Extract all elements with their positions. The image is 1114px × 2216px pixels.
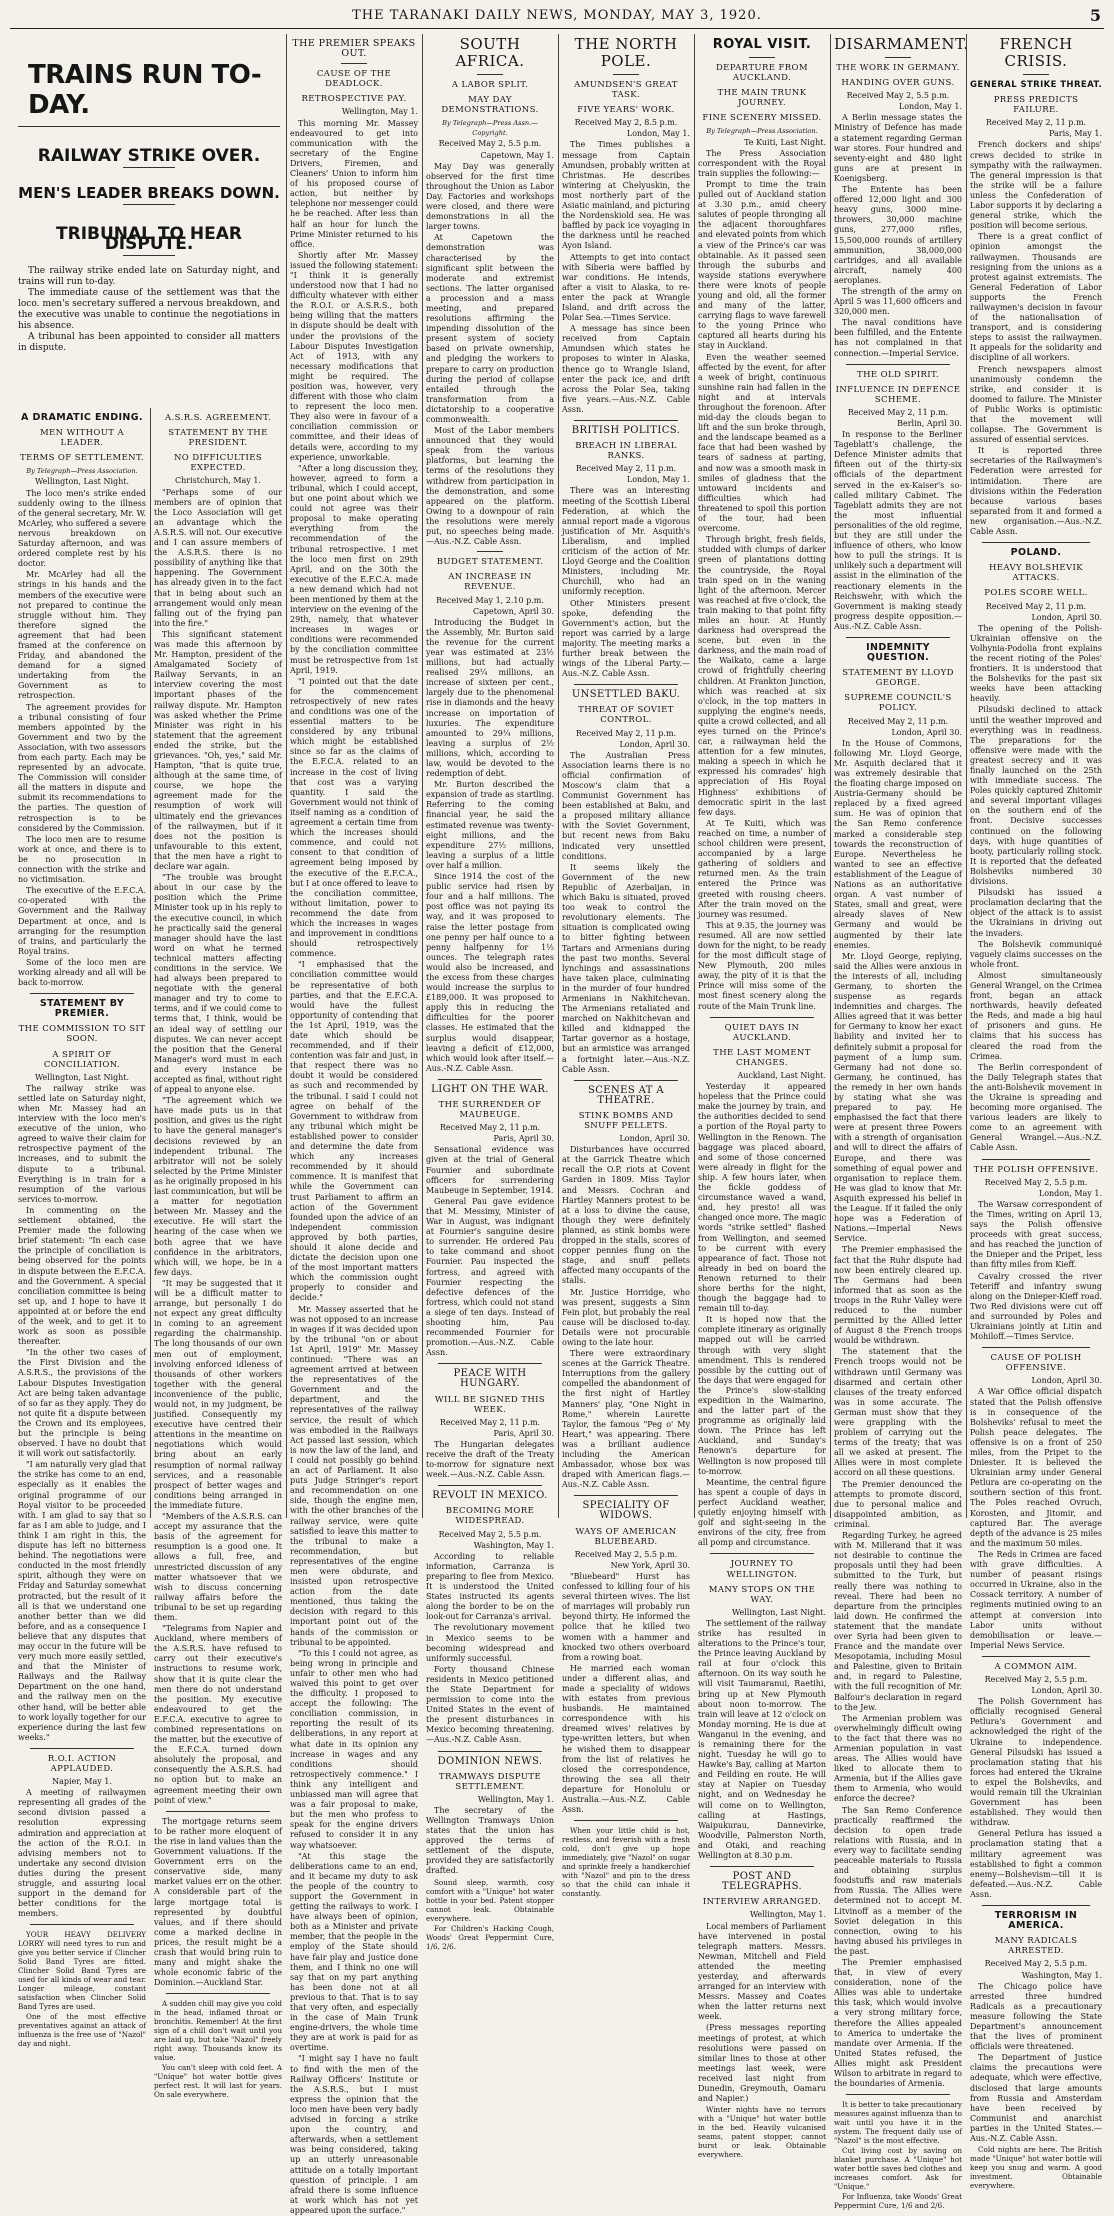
divider <box>710 1017 814 1018</box>
subheadline-strike-over: RAILWAY STRIKE OVER. <box>37 146 261 166</box>
received-line: Received May 2, 11 p.m. <box>847 716 949 726</box>
divider <box>30 1748 134 1749</box>
paragraph: Mr. Justice Horridge, who was present, suggests a Sinn Fein plot, but probably the real cause will be disclosed to-day. Details were not procurable owing to the late hour. <box>562 1287 690 1347</box>
section-subheading: STATEMENT BY LLOYD GEORGE. <box>842 668 954 689</box>
paragraph: The San Remo Conference practically reaffirmed the decision to open trade relations with Russia, and in every way to facilitate sending peaceable materials to Russia and obtaining surplus foodstuffs and raw materials from Russia. The Allies were determined not to accept M. Litvinoff as a member of the Soviet delegation in this connection, owing to his having abused his privileges in the past. <box>834 1805 962 1956</box>
section-subheading: A SPIRIT OF CONCILIATION. <box>43 1049 121 1070</box>
section-subheading: THE LAST MOMENT CHANGES. <box>713 1047 811 1068</box>
paragraph: The Hungarian delegates receive the draft of the Treaty to-morrow for signature next week.—Aus.-N.Z. Cable Assn. <box>426 1439 554 1480</box>
section-heading: QUIET DAYS IN AUCKLAND. <box>724 1022 800 1043</box>
paragraph: Through bright, fresh fields, studded with clumps of darker green of plantations dotting the countryside, the Royal train sped on in the waning light of the afternoon. Mercer was reached at five o'clock, the train making to that point fifty miles an hour. At Huntly darkness had overspread the scene, but even in the darkness, and the main road of the Waikato, came a large crowd of frightfully cheering children. At Frankton Junction, which was reached at six o'clock, in the top matters in supplying the engine's needs, quite a crowd collected, and all eyes turned on the Prince's car, a railwayman held the attention for a few minutes, making a speech in which he expressed his comrades' high appreciation of His Royal Highness' exhibitions of democratic spirit in the last few days. <box>698 535 826 817</box>
paragraph: Forty thousand Chinese residents in Mexico petitioned the State Department for permission to come into the United States in the event of the present disturbances in Mexico becoming threatening.—Aus.-N.Z. Cable Assn. <box>426 1664 554 1745</box>
section-heading: INDEMNITY QUESTION. <box>866 641 930 664</box>
dateline: Te Kuiti, Last Night. <box>744 137 826 147</box>
lead-paragraph: The immediate cause of the settlement was that the loco. men's secretary suffered a nervous breakdown, and the executive was unable to continue the negotiations in his absence. <box>18 288 280 332</box>
paragraph: Prompt to time the train pulled out of Auckland station at 3.30 p.m., amid cheery salutes of people thronging all the adjacent thoroughfares and elevated points from which a view of the Prince's car was obtainable. As it passed seen through the suburbs and wayside stations everywhere there were knots of people young and old, all the former and many of the latter, carrying flags to wave farewell to the young Prince who captured all hearts during his stay in Auckland. <box>698 179 826 351</box>
section-subheading: DEPARTURE FROM AUCKLAND. <box>715 63 809 84</box>
section-subheading: HEAVY BOLSHEVIK ATTACKS. <box>988 563 1084 584</box>
dateline: London, May 1. <box>1038 1188 1102 1198</box>
paragraph: The Entente has been offered 12,000 light and 300 heavy guns, 3000 mine-throwers, 30,000 machine guns, 277,000 rifles, 15,500,000 rounds of artillery ammunition, 38,000,000 cartridges, and all available aircraft, namely 400 aeroplanes. <box>834 185 962 285</box>
divider <box>710 1866 814 1867</box>
paragraph: A War Office official dispatch stated that the Polish offensive is in consequence of the Bolsheviks' refusal to meet the Polish peace delegates. The offensive is on a front of 250 miles, from the Pripet to the Dniester. It is believed the Ukrainian army under General Petlura are co-operating on the southern section of this front. The Poles reached Ovruch, Korosten, and Jitomir, and captured Bar. The average depth of the advance is 25 miles and the maximum 50 miles. <box>970 1387 1102 1548</box>
dateline: Napier, May 1. <box>52 1777 112 1787</box>
divider <box>846 2094 950 2095</box>
paragraph: This significant statement was made this afternoon by Mr. Hampton, president of the Amalgamated Society of Railway Servants, in an interview covering the most important phases of the railway dispute. Mr. Hampton was asked whether the Prime Minister was right in his statement that the agreement ended the strike, but the grievances. "Oh, yes," said Mr. Hampton, "that is quite true, although at the same time, of course, we hope the agreement made for the resumption of work will ultimately end the grievances of the railwaymen, but if it does not the position is unfavourable to this extent, that the men have a right to declare war again. <box>154 629 282 872</box>
paragraph: "To this I could not agree, as being wrong in principle and unfair to other men who had waived this point to get over the difficulty. I proposed to accept the following: The conciliation commission, in reporting the result of its deliberations, in any report at what date in its opinion any increase in wages and any conditions should retrospectively commence." I think any intelligent and unbiassed man will agree that was a fair proposal to make, but the men who profess to speak for the engine drivers refused to consider it in any way whatsoever. <box>290 1648 418 1850</box>
paragraph: General Pau gave evidence that M. Messimy, Minister of War in August, was indignant at Fournier's sanguine desire to surrender. He ordered Pau to take command and shoot Fournier. Pau inspected the fortress, and agreed with Fournier respecting the defective defences of the fortress, which could not stand a siege of ten days. Instead of shooting him, Pau recommended Fournier for promotion.—Aus.-N.Z. Cable Assn. <box>426 1196 554 1358</box>
divider <box>123 255 175 256</box>
advertisement: One of the most effective preventatives against an attack of influenza is the free use of "Nazol" day and night. <box>18 2012 146 2049</box>
section-subheading: WAYS OF AMERICAN BLUEBEARD. <box>575 1526 677 1547</box>
paragraph: The settlement of the railway strike has resulted in alterations to the Prince's tour, the Prince leaving Auckland by rail at four o'clock this afternoon. On its way south he will visit Taumaranui, Raetihi, bring up at New Plymouth about noon to-morrow. The train will leave at 12 o'clock on Monday morning. He is due at Wanganui in the evening, and is remaining there for the night. Tuesday he will go to Hawke's Bay, calling at Marton and Feilding en route. He will stay at Napier on Tuesday night, and on Wednesday he will come on to Wellington, calling at Hastings, Waipukurau, Dannevirke, Woodville, Palmerston North, and Otaki, and reaching Wellington at 8.30 p.m. <box>698 1618 826 1861</box>
dateline: Auckland, Last Night. <box>737 1071 826 1080</box>
lead-paragraph: The railway strike ended late on Saturday night, and trains will run to-day. <box>18 266 280 288</box>
divider <box>166 1811 270 1812</box>
divider <box>982 542 1090 543</box>
section-subheading: MAY DAY DEMONSTRATIONS. <box>441 95 539 116</box>
headline: TRAINS RUN TO-DAY. <box>28 60 262 120</box>
column-rule <box>966 34 967 1518</box>
paragraph: Almost simultaneously General Wrangel, on the Crimea front, began an attack northwards, heavily defeated the Reds, and made a big haul of prisoners and guns. He claims that his success has cleared the road from the Crimea. <box>970 970 1102 1061</box>
received-line: Received May 2, 5.5 p.m. <box>846 91 950 101</box>
section-subheading: THREAT OF SOVIET CONTROL. <box>578 705 674 726</box>
divider <box>982 1905 1090 1906</box>
section-heading: JOURNEY TO WELLINGTON. <box>726 1559 798 1580</box>
paragraph: Introducing the Budget in the Assembly, Mr. Burton said the revenue for the current year was estimated at 23½ millions, but had actually realised 29¼ millions, an increase of sixteen per cent., largely due to the phenomenal rise in diamonds and the heavy increase on importation of luxuries. The expenditure amounted to 29¼ millions, leaving a surplus of 2½ millions, which, according to law, would be devoted to the redemption of debt. <box>426 617 554 779</box>
received-line: Received May 2, 5.5 p.m. <box>984 1674 1088 1684</box>
paragraph: The loco men are to resume work at once, and there is to be no prosecution in connection with the strike and no victimisation. <box>18 834 146 885</box>
paragraph: "I am naturally very glad that the strike has come to an end, especially as it enables the original programme of our Royal visitor to be proceeded with. I am glad to say that so far as I am able to judge, and I think I am right in this, the dispute has left no bitterness behind. The negotiations were conducted in the most friendly spirit, although they were on Friday and Saturday somewhat protracted, but the result of it all is that we understand one another better than we did before, and as a consequence I believe that any disputes that may occur in the future will be very much more easily settled, and that the Minister of Railways and the Railway Department on the one hand, and the railway men on the other hand, will be better able to work loyally together for our experience during the last few weeks." <box>18 1460 146 1742</box>
dateline: Wellington, Last Night. <box>731 1607 826 1617</box>
divider <box>438 1485 542 1486</box>
column-7 <box>834 34 969 2211</box>
received-line: Received May 1, 2.10 p.m. <box>436 595 544 605</box>
dateline: London, April 30. <box>1031 1376 1102 1386</box>
dateline: London, May 1. <box>626 475 690 485</box>
paragraph: The Chicago police have arrested three hundred Radicals as a precautionary measure following the State Department's announcement that the lives of prominent officials were threatened. <box>970 1981 1102 2052</box>
paragraph: "I might say I have no fault to find with the men of the Railway Officers' Institute or the A.S.R.S., but I must express the opinion that the loco men have been very badly advised in forcing a strike upon the country, and afterwards, when a settlement was being considered, taking up an utterly unreasonable attitude on a totally important question of principle. I am afraid there is some influence at work which has not yet appeared upon the surface." <box>290 2054 418 2215</box>
paragraph: Yesterday it appeared hopeless that the Prince could make the journey by train, and the authorities decided to send a portion of the Royal party to Wellington in the Renown. The baggage was placed aboard, and some of those concerned were already in flight for the ship. A few hours later, when the fickle goddess of circumstance waved a wand, and, hey presto! all was changed once more. The magic words "strike settled" flashed from Wellington, and seemed to be current with every appearance of fact. Those not already in bed on board the Renown returned to their shore berths for the night, though the baggage had to remain till to-day. <box>698 1082 826 1314</box>
received-line: Received May 2, 5.5 p.m. <box>984 1959 1088 1969</box>
column-rule <box>830 34 831 1518</box>
divider <box>846 637 950 638</box>
section-subheading: MANY STOPS ON THE WAY. <box>708 1584 816 1605</box>
paragraph: The Berlin correspondent of the Daily Telegraph states that the anti-Bolshevik movement in the Ukraine is spreading and becoming more organised. The various leaders are likely to come to an agreement with General Wrangel.—Aus.-N.Z. Cable Assn. <box>970 1062 1102 1153</box>
paragraph: The opening of the Polish-Ukrainian offensive on the Volhynia-Podolia front explains the recent rioting of the Poles' frontiers. It is understood that the Bolsheviks for the past six weeks have been attacking heavily. <box>970 623 1102 704</box>
paragraph: Since 1914 the cost of the public service had risen by four and a half millions. The post office was not paying its way, and it was proposed to raise the letter postage from one penny per half ounce to a penny halfpenny for 1½ ounces. The telegraph rates would also be increased, and the excess from these charges would increase the surplus to £189,000. It was proposed to apply this in reducing the difficulties for the poorer classes. He estimated that the surplus would disappear, leaving a deficit of £12,000, which would look after itself.—Aus.-N.Z. Cable Assn. <box>426 872 554 1073</box>
masthead-title: THE TARANAKI DAILY NEWS, MONDAY, MAY 3, 1920. <box>352 8 762 23</box>
paragraph: Even the weather seemed affected by the event, for after a week of bright, continuous sunshine rain had fallen in the night and at intervals throughout the forenoon. After mid-day the clouds began to lift and the sun broke through, and the landscape beamed as a face that had been washed by tears of sadness at parting, and now was a smooth mask in smiles of gladness that the untoward incidents and difficulties which had threatened to spoil this portion of the tour, had been overcome. <box>698 352 826 534</box>
dateline: London, April 30. <box>619 739 690 749</box>
section-heading: PEACE WITH HUNGARY. <box>453 1368 527 1390</box>
advertisement: Sound sleep, warmth, cosy comfort with a "Unique" hot water bottle in your bed. Patent stopper cannot leak. Obtainable everywhere. <box>426 1877 554 1923</box>
received-line: Received May 2, 11 p.m. <box>847 407 949 417</box>
paragraph: "Perhaps some of our members are of opinion that the Loco Association will get an advantage which the A.S.R.S. will not. Our executive and I can assure members of the A.S.R.S. there is no possibility of anything like that happening. The Government has already given in to the fact that in being about such an arrangement would only mean falling out of the frying pan into the fire." <box>154 487 282 628</box>
dateline: London, April 30. <box>1031 612 1102 622</box>
dateline: Wellington, Last Night. <box>34 477 130 487</box>
paragraph: French dockers and ships' crews decided to strike in sympathy with the railwaymen. The general impression is that the strike will be a failure unless the Confederation of Labor supports it by declaring a general strike, which the position will become serious. <box>970 140 1102 231</box>
advertisement: For Children's Hacking Cough, Woods' Great Peppermint Cure, 1/6, 2/6. <box>426 1923 554 1951</box>
column-rule <box>558 34 559 1518</box>
paragraph: Other Ministers present spoke, defending the Government's action, but the report was carried by a large majority. The meeting marks a further break between the wings of the Liberal Party.—Aus.-N.Z. Cable Assn. <box>562 598 690 679</box>
section-heading: SCENES AT A THEATRE. <box>587 1084 665 1106</box>
section-heading: POLAND. <box>1010 547 1062 559</box>
paragraph: According to reliable information, Carranza is preparing to flee from Mexico. It is understood the United States instructed its agents along the border to be on the look-out for Carranza's arrival. <box>426 1551 554 1622</box>
byline: By Telegraph—Press Association. <box>26 467 138 476</box>
advertisement: You can't sleep with cold feet. A "Unique" hot water bottle gives perfect rest. It will last for years. On sale everywhere. <box>154 2063 282 2100</box>
section-heading: CAUSE OF POLISH OFFENSIVE. <box>990 1353 1082 1374</box>
received-line: Received May 2, 11 p.m. <box>575 464 677 474</box>
paragraph: Regarding Turkey, he agreed with M. Millerand that it was not desirable to continue the proposals until they had been submitted to the Turk, but really there was nothing to reveal. There had been no departure from the principles laid down. He confirmed the statement that the mandate over Syria had been given to France and the mandate over Mesopotamia, including Mosul and Palestine, given to Britain and, in regard to Palestine, with the full recognition of Mr. Balfour's declaration in regard to the Jew. <box>834 1531 962 1712</box>
column-6 <box>698 34 826 2160</box>
section-subheading: INTERVIEW ARRANGED. <box>702 1897 822 1908</box>
paragraph: At Capetown the demonstration was characterised by the significant split between the moderate and extremist sections. The latter organised a procession and a mass meeting, and prepared resolutions affirming the impending dissolution of the present system of society based on private ownership, and pledging the workers to prepare to carry on production during the period of collapse entailed through the transformation from a dictatorship to a cooperative commonwealth. <box>426 233 554 424</box>
section-heading: STATEMENT BY PREMIER. <box>39 998 125 1020</box>
paragraph: "The trouble was brought about in our case by the position which the Prime Minister took up in his reply to the executive council, in which he practically said the general manager should have the last word on what he termed technical matters affecting conditions in the service. We had always been prepared to negotiate with the general manager and try to come to terms, and if we could come to terms that, I think, would be an ideal way of settling our disputes. We can never accept the position that the General Manager's word must in each and every instance be accepted as final, without right of appeal to anyone else. <box>154 873 282 1095</box>
paragraph: The Polish Government has officially recognised General Petlura's Government and acknowledged the right of the Ukraine to independence. General Pilsudski has issued a proclamation stating that his forces had entered the Ukraine to expel the Bolsheviks, and would remain till the Ukrainian Government has been established. They would then withdraw. <box>970 1697 1102 1828</box>
dateline: Paris, May 1. <box>1048 129 1102 139</box>
dateline: London, April 30. <box>619 1134 690 1144</box>
dateline: Wellington, Last Night. <box>34 1072 130 1082</box>
section-subheading: THE SURRENDER OF MAUBEUGE. <box>438 1100 542 1121</box>
paragraph: The naval conditions have been fulfilled, and the Entente has not complained in that connection.—Imperial Service. <box>834 318 962 358</box>
divider <box>438 1363 542 1364</box>
divider <box>18 126 280 127</box>
section-subheading: POLES SCORE WELL. <box>984 588 1088 599</box>
paragraph: Most of the Labor members announced that they would speak from the various platforms, but learning the terms of the resolutions they withdrew from participation in the demonstration, and some appeared on the platform. Owing to a downpour of rain the resolutions were merely put, no speeches being made.—Aus.-N.Z. Cable Assn. <box>426 426 554 547</box>
column-2 <box>154 408 282 2100</box>
section-subheading: AMUNDSEN'S GREAT TASK. <box>574 80 678 101</box>
subheadline-leader: MEN'S LEADER BREAKS DOWN. <box>18 184 280 203</box>
received-line: Received May 2, 11 p.m. <box>439 1123 541 1133</box>
section-subheading: FINE SCENERY MISSED. <box>702 113 822 124</box>
paragraph: "In the other two cases of the First Division and the A.S.R.S., the provisions of the Labour Disputes Investigation Act are being taken advantage of so far as they apply. They do not quite fit a dispute between the Crown and its employees, but the principle is being observed. I have no doubt that it will work out satisfactorily. <box>18 1348 146 1459</box>
section-subheading: CAUSE OF THE DEADLOCK. <box>316 69 392 90</box>
paragraph: Sensational evidence was given at the trial of General Fournier and subordinate officers for surrendering Maubeuge in September, 1914. <box>426 1145 554 1195</box>
divider <box>982 1347 1090 1348</box>
paragraph: A Berlin message states the Ministry of Defence has made a statement regarding German war stores. Four hundred and seventy-eight and 480 light guns are at present in Koenigsberg. <box>834 113 962 183</box>
divider <box>166 1993 270 1994</box>
divider <box>982 1159 1090 1160</box>
paragraph: "At this stage the deliberations came to an end, and it became my duty to ask the people of the country to support the Government in getting the railways to work. I have always been of opinion, both as a Minister and private member, that the people in the employ of the State should have fair play and justice done them, and I think no one will say that on my part anything has been done not at all previous to that. That is to say that very often, and especially in the case of Main Trunk engine-drivers, the whole time they are at work is paid for as overtime. <box>290 1851 418 2053</box>
received-line: Received May 2, 5.5 p.m. <box>438 1529 542 1539</box>
section-subheading: STINK BOMBS AND SNUFF PELLETS. <box>578 1110 674 1131</box>
lead-story <box>18 34 280 406</box>
dateline: London, April 30. <box>1031 1686 1102 1696</box>
section-subheading: TRAMWAYS DISPUTE SETTLEMENT. <box>438 1771 542 1792</box>
paragraph: The mortgage returns seem to be rather more eloquent of the rise in land values than the Government valuations. If the Government errs on the conservative side, many market values err on the other. A considerable part of the large mortgage total is represented by doubtful values, and if there should come a marked decline in prices, the result might be a crash that would bring ruin to many and might shake the whole economic fabric of the Dominion.—Auckland Star. <box>154 1816 282 1988</box>
divider <box>123 167 175 168</box>
divider <box>982 1656 1090 1657</box>
section-heading: UNSETTLED BAKU. <box>571 689 681 701</box>
lead-summary <box>18 266 280 354</box>
paragraph: He married each woman under a different alias, and made a speciality of widows with estates from previous husbands. He maintained correspondence with his dreamed wives' relatives by type-written letters, but when he wished them to disappear from the list of relatives he closed the correspondence, throwing the sea all their departure for Honolulu or Australia.—Aus.-N.Z. Cable Assn. <box>562 1663 690 1815</box>
received-line: Received May 2, 11 p.m. <box>985 118 1087 128</box>
divider <box>846 364 950 365</box>
section-heading: A COMMON AIM. <box>994 1661 1078 1672</box>
paragraph: "The agreement which we have made puts us in that position, and gives us the right to have the general manager's decisions reviewed by an independent tribunal. The arbitrator will not be solely selected by the Prime Minister as he originally proposed in his last communication, but will be a matter for negotiation between Mr. Massey and the executive. He will start the hearing of the case when we both agree that we have confidence in the arbitrators, which will, we hope, be in a few days. <box>154 1096 282 1277</box>
section-heading: DISARMAMENT. <box>834 35 969 53</box>
page-number: 5 <box>1089 6 1102 25</box>
dateline: Capetown, April 30. <box>473 606 554 616</box>
advertisement: YOUR HEAVY DELIVERY LORRY will need tyres to run and give you better service if Clincher Solid Band Tyres are fitted. Clincher Solid Band Tyres are used for all kinds of wear and tear. Longer mileage, constant satisfaction when Clincher Solid Band Tyres are used. <box>18 1930 146 2012</box>
dateline: Capetown, May 1. <box>480 150 554 160</box>
section-heading: REVOLT IN MEXICO. <box>432 1490 548 1502</box>
dateline: Washington, May 1. <box>473 1540 554 1550</box>
section-heading: THE POLISH OFFENSIVE. <box>973 1164 1099 1175</box>
paragraph: Local members of Parliament have intervened in postal telegraph matters. Messrs. Newman, Mitchell and Field attended the meeting yesterday, and afterwards arranged for an interview with Messrs. Massey and Coates when the latter returns next week. <box>698 1921 826 2022</box>
dateline: London, May 1. <box>898 102 962 112</box>
paragraph: In the House of Commons, following Mr. Lloyd George, Mr. Asquith declared that it was extremely desirable that the floating charge imposed on Austria-Germany should be replaced by a fixed agreed sum. He was of opinion that the San Remo conference marked a considerable step towards the reconstruction of Europe. Nevertheless he wanted to see an effective establishment of the League of Nations as an authoritative organ. A vast number of States, small and great, were already slaves of New Germany and would be augmented by their late enemies. <box>834 738 962 950</box>
received-line: Received May 2, 11 p.m. <box>439 1417 541 1427</box>
section-subheading: NO DIFFICULTIES EXPECTED. <box>173 453 263 474</box>
column-3 <box>290 34 418 2215</box>
received-line: Received May 2, 8.5 p.m. <box>574 118 678 128</box>
divider <box>885 57 911 58</box>
column-4 <box>426 34 554 1951</box>
paragraph: There were extraordinary scenes at the Garrick Theatre. Interruptions from the gallery compelled the abandonment of the first night of Hartley Manners' play, "One Night in Rome," wherein Laurette Taylor, the famous "Peg o' My Heart," was appearing. There was a brilliant audience including the American Ambassador, whose box was draped with American flags.—Aus.-N.Z. Cable Assn. <box>562 1349 690 1490</box>
dateline: Christchurch, May 1. <box>175 476 261 486</box>
section-subheading: A LABOR SPLIT. <box>451 80 529 90</box>
paragraph: The loco men's strike ended suddenly owing to the illness of the general secretary, Mr. W. McArley, who suffered a severe nervous breakdown on Saturday afternoon, and was ordered complete rest by his doctor. <box>18 488 146 569</box>
section-subheading: WILL BE SIGNED THIS WEEK. <box>434 1394 546 1415</box>
divider <box>123 204 175 205</box>
section-subheading: THE WORK IN GERMANY. <box>836 63 960 73</box>
paragraph: The executive of the E.F.C.A. co-operated with the Government and the Railway Department at once, and is arranging for the resumption of trains, and particularly the Royal trains. <box>18 886 146 956</box>
divider <box>574 1820 678 1821</box>
divider <box>438 1751 542 1752</box>
paragraph: The Reds in Crimea are faced with grave difficulties. A number of peasant risings occurred in Ukraine, also in the Cossack territory. A number of regiments mutinied owing to an attempt at conversion into Labor units without demobilisation or leave.—Imperial News Service. <box>970 1549 1102 1650</box>
section-heading: SOUTH AFRICA. <box>455 35 525 70</box>
dateline: London, May 1. <box>626 129 690 139</box>
section-subheading: RETROSPECTIVE PAY. <box>301 94 407 105</box>
paragraph: The Premier emphasised that, in view of every consideration, none of the Allies was able to undertake this task, which would involve a very strong military force, therefore the Allies appealed to America to undertake the mandate over Armenia. If the United States refused, the Allies might ask President Wilson to arbitrate in regard to the boundaries of Armenia. <box>834 1957 962 2089</box>
paragraph: In commenting on the settlement obtained, the Premier made the following brief statement: "In each case the principle of conciliation is being observed for the points in dispute between the E.F.C.A. and the Government. A special conciliation committee is being set up, and I hope to have it appointed at or before the end of the week, and to get it to work as soon as possible thereafter. <box>18 1205 146 1347</box>
section-subheading: FIVE YEARS' WORK. <box>577 105 675 116</box>
dateline: London, April 30. <box>891 727 962 737</box>
paragraph: "I emphasised that the conciliation committee would be representative of both parties, and that the E.F.C.A. would have the fullest opportunity of contending that the 1st April, 1919, was the date which should be recommended, and if their contention was fair and just, in that respect there was no doubt it would be considered as such and recommended by the tribunal. I said I could not agree on behalf of the Government to withdraw from any tribunal which might be established power to consider and determine the date from which any increases recommended by it should commence. It is manifest that while the Government can trust Parliament to affirm an action of the Government founded upon the advice of an independent commission approved by both parties, should it alone decide and dictate the decision upon one of the most important matters which the commission ought properly to consider and decide." <box>290 960 418 1303</box>
paragraph: Pilsudski declined to attack until the weather improved and everything was in readiness. The preparations for the offensive were made with the greatest secrecy and it was finally launched on the 25th with immediate success. The Poles quickly captured Zhitomir and several important villages on the southern end of the front. Decisive successes continued on the following days, with huge quantities of booty, particularly rolling stock. It is reported that the defeated Bolsheviks numbered 30 divisions. <box>970 705 1102 887</box>
received-line: Received May 2, 5.5 p.m. <box>438 139 542 149</box>
paragraph: "Members of the A.S.R.S. can accept my assurance that the basis of the agreement for resumption is a good one. It allows a full, free, and unrestricted discussion of any matter whatsoever that we wish to discuss concerning railway affairs before the tribunal to be set up regarding them. <box>154 1512 282 1622</box>
section-subheading: TERMS OF SETTLEMENT. <box>20 453 144 464</box>
paragraph: Mr. Lloyd George, replying, said the Allies were anxious in the interests of all, including Germany, to shorten the suspense as regards indemnities and charges. The Allies agreed that it was better for Germany to know her exact liability and invited her to definitely submit a proposal for payment of a lump sum. Germany had not done so. Germany, he continued, has the remedy in her own hands by stating what she was prepared to pay. He emphasised the fact that there were at present three Powers with a strength of organisation and will to direct the affairs of Europe, and there was something of equal power and organisation to replace them. He was glad to know that Mr. Asquith expressed his belief in the League. If it failed the only hope was a Federation of Nations.—Imperial News Service. <box>834 951 962 1244</box>
section-subheading: INFLUENCE IN DEFENCE SCHEME. <box>835 384 961 405</box>
divider <box>30 993 134 994</box>
section-subheading: THE MAIN TRUNK JOURNEY. <box>717 88 807 109</box>
paragraph: This at 9.35, the journey was resumed. All are now settled down for the night, to be ready for the most difficult stage of New Plymouth, 200 miles away, the pity of it is that the Prince will miss some of the most finest scenery along the route of the Main Trunk line. <box>698 920 826 1011</box>
paragraph: Attempts to get into contact with Siberia were baffled by war conditions. He intends, after a visit to Alaska, to re-enter the pack at Wrangle Island, and drift across the Polar Sea.—Times Service. <box>562 252 690 323</box>
paragraph: The statement that the French troops would not be withdrawn until Germany was disarmed and certain other clauses of the treaty enforced was in some accurate. The German must show that they were grappling with the problem of carrying out the terms of the treaty; that was all we asked at present. The Allies were in most complete accord on all these questions. <box>834 1347 962 1478</box>
section-heading: ROYAL VISIT. <box>712 37 812 52</box>
paragraph: It is reported three secretaries of the Railwaymen's Federation were arrested for intimidation. There are divisions within the Federation because various bases separated from it and formed a new organisation.—Aus.-N.Z. Cable Assn. <box>970 446 1102 537</box>
advertisement: For Influenza, take Woods' Great Peppermint Cure, 1/6 and 2/6. <box>834 2192 962 2211</box>
paragraph: (Press messages reporting meetings of protest, at which resolutions were passed on similar lines to those at other meetings last week, were received last night from Dunedin, Greymouth, Oamaru and Napier.) <box>698 2023 826 2104</box>
paragraph: Mr. McArley had all the strings in his hands and the members of the executive were not prepared to continue the struggle without him. They therefore signed the agreement that had been framed at the conference on Friday, and abandoned the demand for a signed undertaking from the Government as to retrospection. <box>18 570 146 701</box>
column-rule <box>286 34 287 1518</box>
paragraph: A message has since been received from Captain Amundsen which states he proposes to winter in Alaska, thence go to Wrangle Island, enter the pack ice, and drift across the Polar Sea, taking five years.—Aus.-N.Z. Cable Assn. <box>562 324 690 414</box>
section-subheading: GENERAL STRIKE THREAT. <box>970 80 1102 90</box>
paragraph: General Petlura has issued a proclamation stating that a military agreement was established to fight a common enemy—Bolshevism—till it is defeated.—Aus.-N.Z. Cable Assn. <box>970 1829 1102 1899</box>
paragraph: The agreement provides for a tribunal consisting of four members appointed by the Government and two by the Association, with two assessors from each party. Each may be represented by an advocate. The Commission will consider all the matters in dispute and submit its recommendations to the parties. The question of retrospection is to be considered by the Commission. <box>18 702 146 833</box>
column-rule <box>150 408 151 1518</box>
divider <box>710 1553 814 1554</box>
section-subheading: BECOMING MORE WIDESPREAD. <box>445 1506 535 1527</box>
dateline: Washington, May 1. <box>1021 1970 1102 1980</box>
paragraph: The Department of Justice claims the precautions were adequate, which were effective, disclosed that large amounts from Russia and Amsterdam have been received by Communist and anarchist parties in the United States.—Aus.-N.Z. Cable Assn. <box>970 2053 1102 2143</box>
paragraph: Disturbances have occurred at the Garrick Theatre which recall the O.P. riots at Covent Garden in 1809. Miss Taylor and Messrs. Cochran and Hartley Manners protest to be at a loss to divine the cause, though they were definitely planned, as stink bombs were dropped in the stalls, scores of copper pennies flung on the stage, and snuff pellets affected many occupants of the stalls. <box>562 1145 690 1286</box>
paragraph: May Day was generally observed for the first time throughout the Union as Labor Day. Factories and workshops were closed, and there were demonstrations in all the larger towns. <box>426 161 554 232</box>
divider <box>749 57 775 58</box>
paragraph: The revolutionary movement in Mexico seems to be becoming widespread and uniformly successful. <box>426 1623 554 1663</box>
paragraph: Pilsudski has issued a proclamation declaring that the object of the attack is to assist the Ukrainians in driving out the invaders. <box>970 888 1102 938</box>
paragraph: The Australian Press Association learns there is no official confirmation of Moscow's claim that a Communist Government has been established at Baku, and a proposed military alliance with the Soviet Government, but recent news from Baku indicated very unsettled conditions. <box>562 750 690 861</box>
divider <box>438 1079 542 1080</box>
paragraph: "Bluebeard" Hurst has confessed to killing four of his several thirteen wives. The list of marriages will probably run beyond thirty. He informed the police that he killed two women with a hammer and knocked two others overboard from a rowing boat. <box>562 1571 690 1662</box>
paragraph: "I pointed out that the date for the commencement retrospectively of new rates and conditions was one of the essential matters to be considered by any tribunal which might be established since so far as the claims of the E.F.C.A. related to an increase in the cost of living that cost was a varying quantity. I said the Government would not think of itself naming as a condition of agreement a certain time from which the increases should commence, and could not consent to that condition of agreement being imposed by the executive of the E.F.C.A., but I at once offered to leave to the conciliation committee, without limitation, power to recommend the date from which the increases in wages and improvement in conditions should retrospectively commence. <box>290 676 418 959</box>
section-subheading: SUPREME COUNCIL'S POLICY. <box>844 693 952 714</box>
byline: By Telegraph—Press Association. <box>706 127 818 136</box>
section-subheading: HANDING OVER GUNS. <box>841 78 955 89</box>
paragraph: Meantime, the central figure has spent a couple of days in perfect Auckland weather, quietly enjoying himself with golf and sight-seeing in the environs of the city, free from all pomp and circumstance. <box>698 1477 826 1548</box>
paragraph: "After a long discussion they, however, agreed to form a tribunal, which I could accept, but one point about which we could not agree was their proposal to make operating everything from the recommendation of the tribunal retrospective. I met the loco men first on 29th April, and on the 30th the executive of the E.F.C.A. made a new demand which had not been mentioned by them at the interview on the evening of the 29th, namely, that whatever increases in wages or conditions were recommended by the conciliation committee must be retrospective from 1st April, 1919. <box>290 463 418 675</box>
paragraph: The Warsaw correspondent of the Times, writing on April 13, says the Polish offensive proceeds with great success, and has reached the junction of the Dnieper and the Pripet, less than fifty miles from Kieff. <box>970 1199 1102 1270</box>
received-line: Received May 2, 5.5 p.m. <box>984 1177 1088 1187</box>
section-heading: THE NORTH POLE. <box>574 35 678 70</box>
section-heading: POST AND TELEGRAPHS. <box>721 1871 803 1893</box>
section-heading: SPECIALITY OF WIDOWS. <box>582 1500 670 1522</box>
divider <box>574 1080 678 1081</box>
paragraph: Shortly after Mr. Massey issued the following statement: "I think it is generally understood now that I had no difficulty whatever with either the R.O.I. or A.S.R.S., both being willing that the matters in dispute should be dealt with under the provisions of the Labour Disputes Investigation Act of 1913, with any necessary modifications that might be required. The position was, however, very different with those who claim to represent the loco men. They also were in favour of a conciliation commission or committee, and their ideas of details were, according to my experience, unworkable. <box>290 250 418 462</box>
paragraph: "It may be suggested that it will be a difficult matter to arrange, but personally I do not expect any great difficulty in coming to an agreement regarding the chairmanship. The long thousands of our own men out of employment, involving enforced idleness of thousands of other workers together with the general inconvenience of the public, would not, in my judgment, be justified. Consequently my executive have centred their attentions in the meantime on negotiations which would bring about an early resumption of normal railway services, and a reasonable prospect of better wages and conditions being arranged in the immediate future. <box>154 1278 282 1510</box>
dateline: New York, April 30. <box>610 1560 690 1570</box>
section-heading: FRENCH CRISIS. <box>999 35 1073 70</box>
paragraph: "Telegrams from Napier and Auckland, where members of the A.S.R.S. have refused to carry out their executive's instructions to resume work, show that it is quite clear the men there do not understand the position. My executive endeavoured to get the E.F.C.A. executive to agree to combined representations on the matter, but the executive of the E.F.C.A. turned down absolutely the proposal, and consequently the A.S.R.S. had no option but to make an agreement meeting their own point of view." <box>154 1624 282 1805</box>
section-heading: DOMINION NEWS. <box>437 1755 543 1767</box>
paragraph: It seems likely the Government of the new Republic of Azerbaijan, in which Baku is situated, proved too weak to control the revolutionary elements. The situation is complicated owing to bitter fighting between Tartars and Armenians during the past two months. Several lynchings and assassinations have taken place, culminating in the murder of four hundred Armenians in Nakhitchevan. The Armenians retaliated and marched on Nakhitchevan and killed and kidnapped the Tartar governor as a hostage, but an armistice was arranged a fortnight later.—Aus.-N.Z. Cable Assn. <box>562 862 690 1074</box>
paragraph: This morning Mr. Massey endeavoured to get into communication with the secretary of the Engine Drivers, Firemen, and Cleaners' Union to inform him of his proposed course of action, but neither by telephone nor messenger could he be reached. After less than half an hour for lunch the Prime Minister returned to his office. <box>290 118 418 249</box>
paragraph: The Times publishes a message from Captain Amundsen, probably written at Christmas. He describes wintering at Chelyuskin, the most northerly part of the Asiatic mainland, and picturing the Nordenskiold sea. He was baffled by pack ice voyaging in the darkness until he reached Ayon Island. <box>562 140 690 251</box>
section-subheading: PRESS PREDICTS FAILURE. <box>993 95 1079 116</box>
lead-paragraph: A tribunal has been appointed to consider all matters in dispute. <box>18 332 280 354</box>
column-1 <box>18 408 146 2049</box>
section-heading: LIGHT ON THE WAR. <box>431 1083 549 1095</box>
divider <box>30 1924 134 1925</box>
section-subheading: STATEMENT BY THE PRESIDENT. <box>168 428 268 449</box>
received-line: Received May 2, 5.5 p.m. <box>574 1549 678 1559</box>
received-line: Received May 2, 11 p.m. <box>575 728 677 738</box>
dateline: Paris, April 30. <box>493 1134 554 1144</box>
advertisement: When your little child is hot, restless, and feverish with a fresh cold, don't give up hope immediately, give "Nazol" on sugar and sprinkle freely a handkerchief with "Nazol" and pin to the dress so that the child can inhale it constantly. <box>562 1826 690 1899</box>
divider <box>574 1495 678 1496</box>
advertisement: Winter nights have no terrors with a "Unique" hot water bottle in the bed. Heavily vulcanised seams, patent stopper, cannot burst or leak. Obtainable everywhere. <box>698 2105 826 2160</box>
dateline: Wellington, May 1. <box>341 107 418 117</box>
paragraph: The railway strike was settled late on Saturday night, when Mr. Massey had an interview with the loco men's executive of the union, who agreed to waive their claim for retrospective payment of the increases, and to submit the dispute to a tribunal. Everything is in train for a resumption of the various services to-morrow. <box>18 1083 146 1204</box>
paragraph: The Premier denounced the attempts to promote discord, due to personal malice and disappointed ambition, as criminal. <box>834 1479 962 1529</box>
paragraph: There is a great conflict of opinion amongst the railwaymen. Thousands are resigning from the unions as a protest against extremists. The General Federation of Labor supports the French railwaymen's decision in favour of the nationalisation of transport, and is considering steps to assist the railwaymen. It appeals for the solidarity and discipline of all workers. <box>970 232 1102 363</box>
section-heading: A DRAMATIC ENDING. <box>21 412 143 423</box>
paragraph: The strength of the army on April 5 was 11,600 officers and 320,000 men. <box>834 286 962 317</box>
advertisement: A sudden chill may give you cold in the head, inflamed throat or bronchitis. Remember! At the first sign of a chill don't wait until you are laid up, but take "Nazol" freely right away. Thousands know its value. <box>154 1999 282 2063</box>
paragraph: The Premier emphasised the fact that the Ruhr dispute had now been entirely cleared up. The Germans had been informed that as soon as the troops in the Ruhr Valley were reduced to the number permitted by the Allied letter of August 8 the French troops would be withdrawn. <box>834 1245 962 1346</box>
dateline: Wellington, May 1. <box>477 1794 554 1804</box>
section-heading: R.O.I. ACTION APPLAUDED. <box>47 1753 117 1774</box>
divider <box>477 551 503 552</box>
paragraph: In response to the Berliner Tageblatt's challenge, the Defence Minister admits that fifteen out of the thirty-six officials of the department served in the ex-Kaiser's so-called military Cabinet. The Tageblatt admits they are not the most influential personalities of the old regime, but they are still under the influence of others, who know how to pull the strings. It is unlikely such a department will assist in the elimination of the reactionary elements in the Reichswehr, with which the Government is making steady progress despite opposition.—Aus.-N.Z. Cable Assn. <box>834 430 962 631</box>
paragraph: A meeting of railwaymen representing all grades of the second division passed a resolution expressing admiration and appreciation at the action of the R.O.I. in advising members not to undertake any second division duties during the present struggle, and assuring local support in the demand for better conditions for the members. <box>18 1788 146 1919</box>
column-8 <box>970 34 1102 2191</box>
section-subheading: MEN WITHOUT A LEADER. <box>39 428 125 449</box>
paragraph: There was an interesting meeting of the Scottish Liberal Federation, at which the annual report made a vigorous justification of Mr. Asquith's Liberalism, and implied criticism of the action of Mr. Lloyd George and the Coalition Ministers, including Mr. Churchill, who had an uniformly reception. <box>562 486 690 597</box>
paragraph: The Bolshevik communiqué vaguely claims successes on the whole front. <box>970 939 1102 969</box>
paragraph: Mr. Massey asserted that he was not opposed to an increase in wages if it was decided upon by the tribunal "on or about 1st April, 1919" Mr. Massey continued: "There was an agreement arrived at between the representatives of the Government and the department, and the representatives of the railway service, the result of which was embodied in the Railways Act passed last session, which is now the law of the land, and I could not possibly go behind an act of Parliament. It also puts Judge Stringer's report and recommendation on one side, though the engine men, with the other branches of the railway service, were quite satisfied to leave this matter to the tribunal to make a recommendation, but representatives of the engine men were obdurate, and insisted upon retrospective action from the date mentioned, thus taking the decision with regard to this important point out of the hands of the commission or tribunal to be appointed. <box>290 1304 418 1647</box>
column-rule <box>694 34 695 1518</box>
section-subheading: BREACH IN LIBERAL RANKS. <box>575 441 677 462</box>
section-heading: A.S.R.S. AGREEMENT. <box>165 413 271 423</box>
subheadline-tribunal: TRIBUNAL TO HEAR DISPUTE. <box>56 224 242 255</box>
paragraph: Mr. Burton described the expansion of trade as startling. Referring to the coming financial year, he said the estimated revenue was twenty-eight millions, and the expenditure 27½ millions, leaving a surplus of a little over half a million. <box>426 780 554 870</box>
paragraph: The Press Association correspondent with the Royal train supplies the following:— <box>698 148 826 178</box>
divider <box>477 74 503 75</box>
section-heading: BUDGET STATEMENT. <box>436 557 544 568</box>
divider <box>574 420 678 421</box>
advertisement: It is better to take precautionary measures against influenza than to wait until you have it in the system. The frequent daily use of "Nazol" is the most effective. <box>834 2100 962 2146</box>
paragraph: French newspapers almost unanimously condemn the strike, and consider it is doomed to failure. The Minister of Public Works is optimistic that the movement will collapse. The Government is assured of essential services. <box>970 364 1102 445</box>
section-heading: BRITISH POLITICS. <box>571 425 681 436</box>
paragraph: It is hoped now that the complete itinerary as originally mapped out will be carried through with very slight amendment. This is rendered possible by the cutting out of the days that were engaged for the Prince's slow-stalking expedition in the Waimarino, and the latter part of the programme as originally laid down. The Prince has left Auckland, and Sunday's Renown's departure for Wellington is now proposed till to-morrow. <box>698 1315 826 1476</box>
divider <box>574 684 678 685</box>
paragraph: The Armenian problem was overwhelmingly difficult owing to the fact that there was no Armenian population in vast areas. The Allies would have liked to allocate them to Armenia, but if the Allies gave them to Armenia, who would enforce the decree? <box>834 1713 962 1804</box>
section-heading: TERRORISM IN AMERICA. <box>994 1910 1078 1932</box>
advertisement: Cold nights are here. The British made "Unique" hot water bottle will keep you snug and warm. A good investment. Obtainable everywhere. <box>970 2145 1102 2191</box>
section-subheading: THE COMMISSION TO SIT SOON. <box>18 1024 146 1045</box>
divider <box>613 74 639 75</box>
section-subheading: AN INCREASE IN REVENUE. <box>448 572 532 593</box>
paragraph: At Te Kuiti, which was reached on time, a number of school children were present, accompanied by a large gathering of soldiers and returned men. As the train entered the Prince was greeted with rousing cheers. After the train moved on the journey was resumed. <box>698 818 826 919</box>
dateline: Paris, April 30. <box>493 1428 554 1438</box>
section-heading: THE OLD SPIRIT. <box>857 369 939 380</box>
dateline: Berlin, April 30. <box>897 419 962 428</box>
advertisement: Cut living cost by saving on blanket purchase. A "Unique" hot water bottle saves bed clothes and increases comfort. Ask for "Unique." <box>834 2146 962 2192</box>
column-rule <box>422 34 423 1518</box>
byline: By Telegraph—Press Assn.—Copyright. <box>442 119 538 138</box>
paragraph: Cavalry crossed the river Teteriff and infantry swung along on the Dnieper-Kieff road. Two Red divisions were cut off and surrounded by Poles and Ukrainians jointly at Litin and Mohiloff.—Times Service. <box>970 1271 1102 1342</box>
masthead <box>10 6 1104 29</box>
paragraph: The secretary of the Wellington Tramways Union states that the union has approved the terms of settlement of the dispute, provided they are satisfactorily drafted. <box>426 1805 554 1876</box>
paragraph: Some of the loco men are working already and all will be back to-morrow. <box>18 957 146 988</box>
section-subheading: MANY RADICALS ARRESTED. <box>994 1936 1078 1957</box>
column-5 <box>562 34 690 1899</box>
dateline: Wellington, May 1. <box>749 1910 826 1920</box>
section-heading: THE PREMIER SPEAKS OUT. <box>292 38 416 60</box>
received-line: Received May 2, 11 p.m. <box>985 601 1087 611</box>
divider <box>1023 74 1049 75</box>
divider <box>341 63 367 64</box>
